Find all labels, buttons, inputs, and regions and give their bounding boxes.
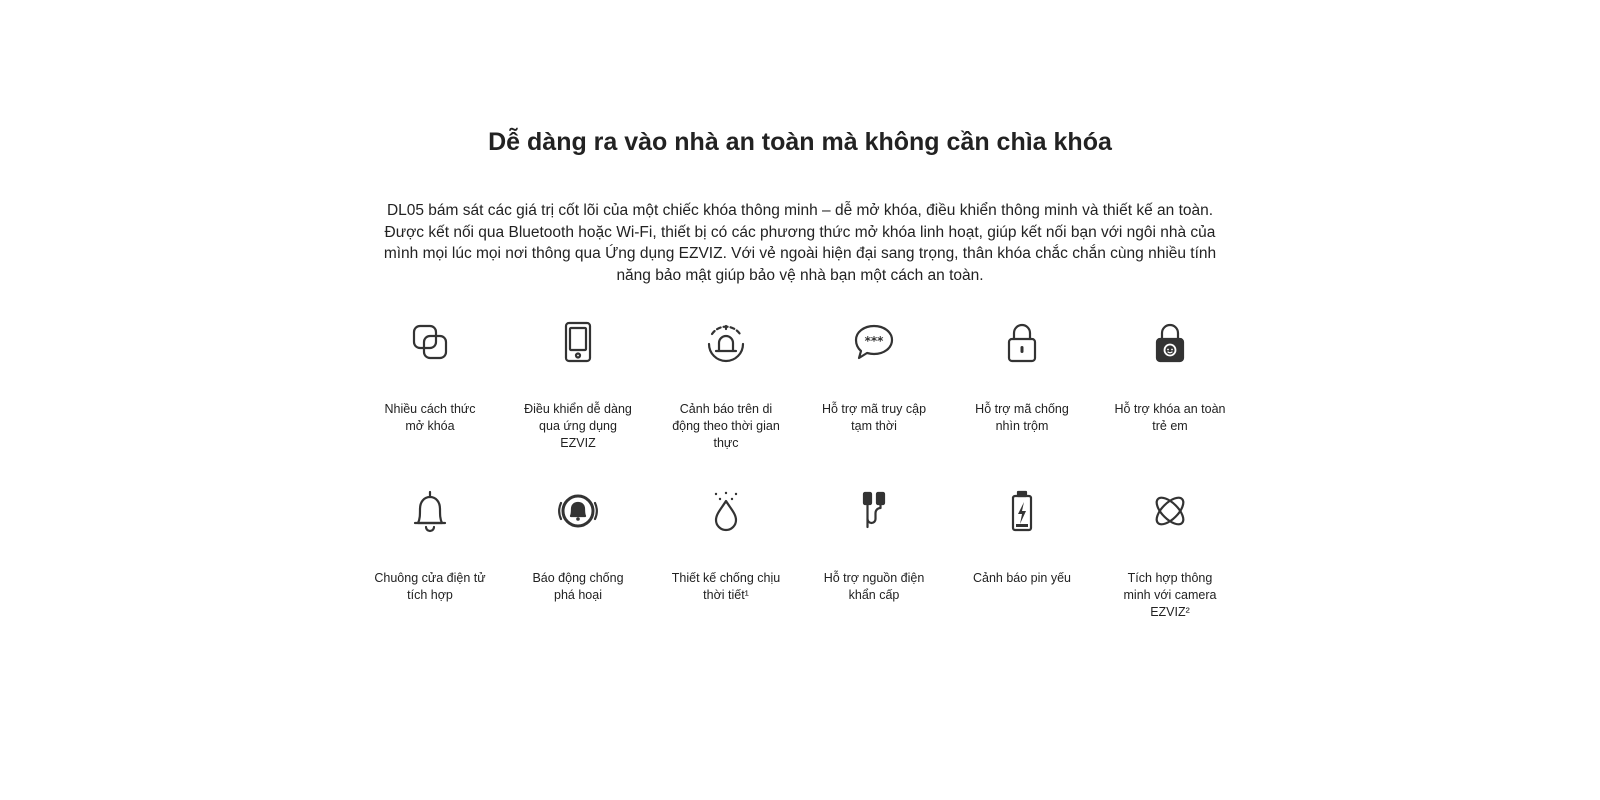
feature-grid xyxy=(356,318,1244,637)
feature-item-multiple-unlock xyxy=(356,318,504,487)
feature-item-anti-peep-code xyxy=(948,318,1096,487)
feature-item-camera-integration xyxy=(1096,487,1244,637)
padlock-icon xyxy=(998,318,1046,366)
integration-icon xyxy=(1146,487,1194,535)
feature-label: Báo động chống phá hoại xyxy=(532,571,624,602)
multiple-unlock-icon xyxy=(406,318,454,366)
child-lock-icon xyxy=(1146,318,1194,366)
feature-item-low-battery xyxy=(948,487,1096,637)
section-description: DL05 bám sát các giá trị cốt lõi của một chiếc khóa thông minh – dễ mở khóa, điều khiển thông minh và thiết kế an toàn. Được kết nối qua Bluetooth hoặc Wi-Fi, thiết bị có các phương thức mở khóa linh hoạt, giúp kết nối bạn với ngôi nhà của mình mọi lúc mọi nơi thông qua Ứng dụng EZVIZ. Với vẻ ngoài hiện đại sang trọng, thân khóa chắc chắn cùng nhiều tính năng bảo mật giúp bảo vệ nhà bạn một cách an toàn. xyxy=(383,202,1217,284)
feature-item-temporary-code xyxy=(800,318,948,487)
feature-label: Cảnh báo trên di động theo thời gian thực xyxy=(672,402,780,450)
feature-item-mobile-alert xyxy=(652,318,800,487)
feature-label: Tích hợp thông minh với camera EZVIZ² xyxy=(1123,571,1217,619)
feature-label: Thiết kế chống chịu thời tiết¹ xyxy=(671,571,781,602)
feature-label: Chuông cửa điện tử tích hợp xyxy=(374,571,486,602)
phone-app-icon xyxy=(554,318,602,366)
feature-item-app-control xyxy=(504,318,652,487)
water-drop-icon xyxy=(702,487,750,535)
anti-tamper-alarm-icon xyxy=(554,487,602,535)
low-battery-icon xyxy=(998,487,1046,535)
feature-item-emergency-power xyxy=(800,487,948,637)
feature-item-anti-tamper xyxy=(504,487,652,637)
doorbell-icon xyxy=(406,487,454,535)
feature-label: Điều khiển dễ dàng qua ứng dụng EZVIZ xyxy=(524,402,632,450)
feature-label: Hỗ trợ nguồn điện khẩn cấp xyxy=(823,571,925,602)
feature-label: Nhiều cách thức mở khóa xyxy=(384,402,476,433)
svg-text:***: *** xyxy=(864,334,884,348)
feature-item-child-lock xyxy=(1096,318,1244,487)
feature-label: Hỗ trợ mã truy cập tạm thời xyxy=(821,402,927,433)
password-bubble-icon xyxy=(850,318,898,366)
feature-item-weather-resistant xyxy=(652,487,800,637)
feature-label: Cảnh báo pin yếu xyxy=(973,571,1071,585)
section-title: Dễ dàng ra vào nhà an toàn mà không cần chìa khóa xyxy=(488,128,1112,156)
usb-cable-icon xyxy=(850,487,898,535)
feature-label: Hỗ trợ mã chống nhìn trộm xyxy=(975,402,1069,433)
feature-label: Hỗ trợ khóa an toàn trẻ em xyxy=(1114,402,1226,433)
feature-item-doorbell xyxy=(356,487,504,637)
alarm-light-icon xyxy=(702,318,750,366)
